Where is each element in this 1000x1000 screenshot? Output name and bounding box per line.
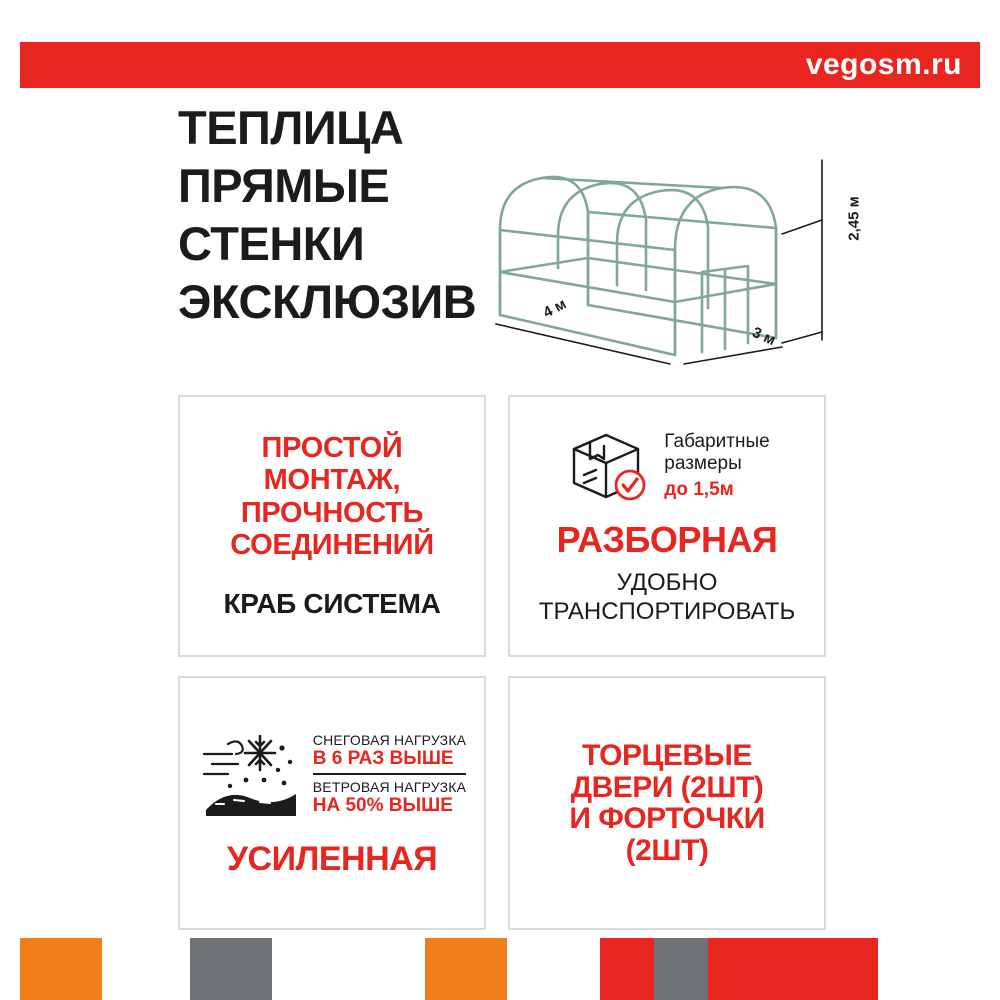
card1-heading-line-2: МОНТАЖ,	[263, 464, 401, 497]
title-line-3: СТЕНКИ	[178, 216, 365, 270]
feature-card-reinforced	[178, 676, 486, 930]
card1-heading-line-1: ПРОСТОЙ	[261, 431, 403, 464]
snow-wind-load-icon	[198, 728, 303, 820]
card3-wind-label: ВЕТРОВАЯ НАГРУЗКА	[312, 778, 467, 795]
card2-note-value: до 1,5м	[664, 479, 734, 501]
card3-snow-label: СНЕГОВАЯ НАГРУЗКА	[312, 731, 467, 748]
title-line-1: ТЕПЛИЦА	[178, 101, 404, 154]
card1-heading	[230, 432, 434, 562]
dimension-width-label: 3 м	[749, 323, 779, 350]
color-swatch-orange-2	[425, 938, 507, 1000]
card2-subtext-line-2: ТРАНСПОРТИРОВАТЬ	[538, 597, 796, 625]
feature-card-doors-vents	[508, 676, 826, 930]
card2-heading: РАЗБОРНАЯ	[556, 519, 778, 561]
card1-heading-line-3: ПРОЧНОСТЬ	[240, 496, 424, 529]
color-swatch-orange-1	[20, 938, 102, 1000]
dimension-height-label: 2,45 м	[845, 196, 863, 241]
card4-line-4: (2ШТ)	[625, 833, 709, 867]
color-swatch-gray-1	[190, 938, 272, 1000]
title-line-4: ЭКСКЛЮЗИВ	[178, 274, 477, 328]
greenhouse-illustration	[470, 100, 890, 370]
card4-line-2: ДВЕРИ (2ШТ)	[570, 770, 764, 804]
card1-heading-line-4: СОЕДИНЕНИЙ	[230, 529, 434, 562]
brand-bar	[20, 42, 980, 88]
dimension-length-label: 4 м	[540, 295, 570, 322]
card3-heading: УСИЛЕННАЯ	[226, 840, 438, 879]
title-line-2: ПРЯМЫЕ	[178, 158, 390, 212]
package-box-check-icon	[564, 425, 652, 507]
card3-wind-value: НА 50% ВЫШЕ	[312, 794, 453, 816]
card2-subtext	[539, 569, 795, 627]
site-url: vegosm.ru	[805, 48, 962, 81]
card2-note	[664, 431, 769, 502]
color-swatch-gray-2	[654, 938, 708, 1000]
card3-load-stats	[313, 732, 466, 817]
feature-card-collapsible	[508, 395, 826, 657]
card4-line-1: ТОРЦЕВЫЕ	[582, 739, 752, 772]
card2-note-line-2: размеры	[664, 453, 742, 475]
card4-line-3: И ФОРТОЧКИ	[569, 802, 765, 835]
color-swatch-red-2	[708, 938, 878, 1000]
feature-card-easy-assembly	[178, 395, 486, 657]
card1-subtext: КРАБ СИСТЕМА	[223, 587, 441, 619]
color-swatch-red-1	[600, 938, 654, 1000]
card2-subtext-line-1: УДОБНО	[616, 569, 718, 597]
card3-snow-value: В 6 РАЗ ВЫШЕ	[313, 748, 466, 775]
card2-note-line-1: Габаритные	[664, 430, 770, 452]
